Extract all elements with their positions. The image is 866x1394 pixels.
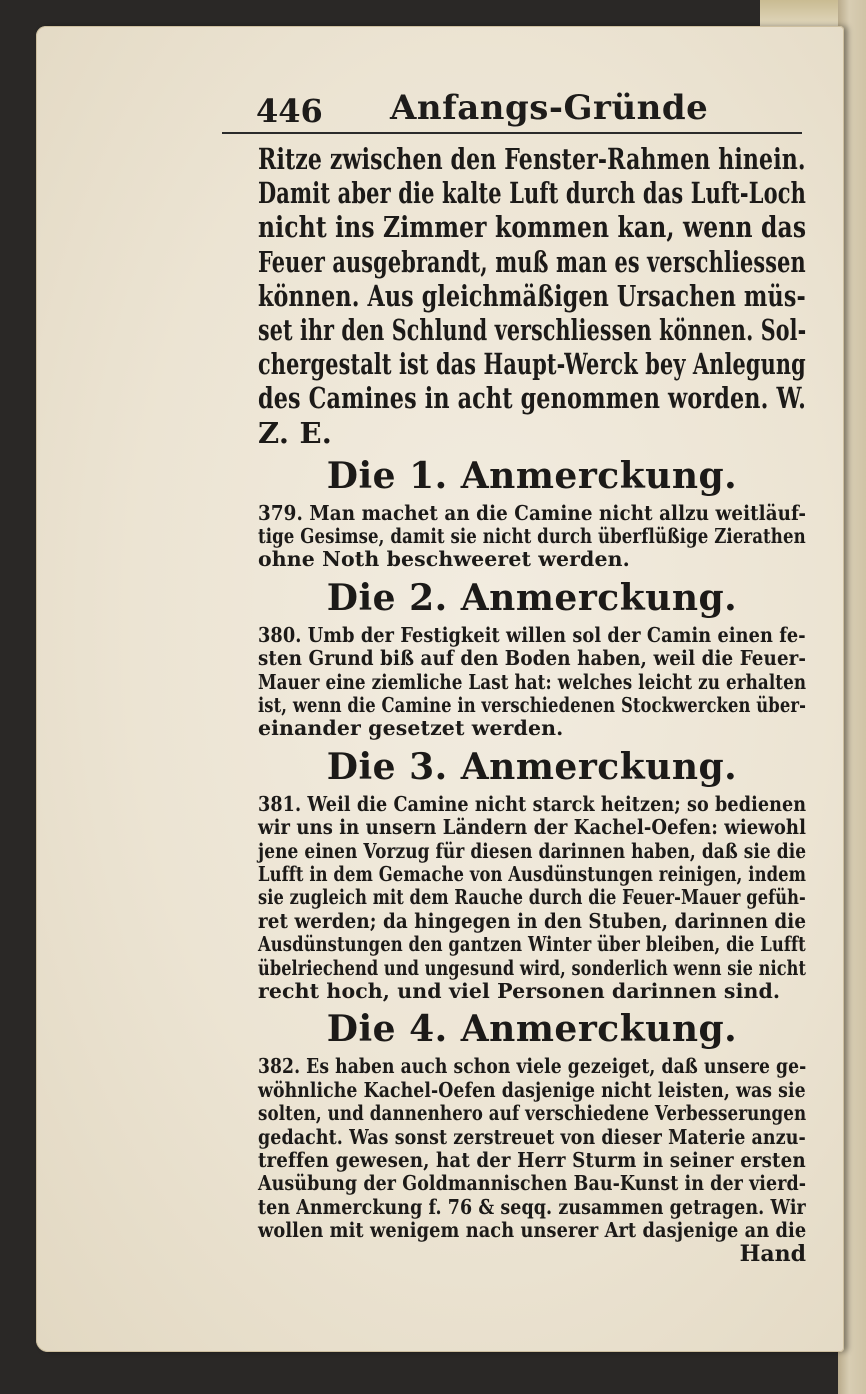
text-line: ret werden; da hingegen in den Stuben, darinnen die (258, 908, 807, 933)
text-line: ist, wenn die Camine in verschiedenen Stockwercken über- (258, 693, 806, 718)
text-line: nicht ins Zimmer kommen kan, wenn das (258, 210, 807, 245)
text-line: recht hoch, und viel Personen darinnen sind. (258, 978, 781, 1003)
text-line: können. Aus gleichmäßigen Ursachen müs- (258, 278, 806, 313)
text-line: chergestalt ist das Haupt-Werck bey Anlegung (258, 347, 806, 382)
text-line: des Camines in acht genommen worden. W. (258, 381, 807, 416)
page-body (258, 142, 806, 1266)
text-line: Mauer eine ziemliche Last hat: welches leicht zu erhalten (258, 669, 807, 694)
text-line: sie zugleich mit dem Rauche durch die Feuer-Mauer gefüh- (258, 885, 806, 910)
text-line: solten, und dannenhero auf verschiedene Verbesserungen (258, 1101, 807, 1126)
text-line: wollen mit wenigem nach unserer Art dasjenige an die (258, 1218, 807, 1243)
text-line: set ihr den Schlund verschliessen können. Sol- (258, 312, 807, 347)
text-line: jene einen Vorzug für diesen darinnen haben, daß sie die (258, 838, 807, 863)
text-line: 380. Umb der Festigkeit willen sol der Camin einen fe- (258, 622, 806, 647)
text-line: Ausübung der Goldmannischen Bau-Kunst in der vierd- (258, 1171, 807, 1196)
text-line: 382. Es haben auch schon viele gezeiget, daß unsere ge- (258, 1054, 807, 1079)
text-line: übelriechend und ungesund wird, sonderlich wenn sie nicht (258, 955, 807, 980)
text-line: gedacht. Was sonst zerstreuet von dieser Materie anzu- (258, 1124, 806, 1149)
text-line: sten Grund biß auf den Boden haben, weil die Feuer- (258, 646, 807, 671)
text-line: Damit aber die kalte Luft durch das Luft-Loch (258, 176, 806, 211)
page-header (222, 78, 802, 134)
catchword: Hand (739, 1241, 806, 1268)
text-line: 379. Man machet an die Camine nicht allzu weitläuf- (258, 500, 807, 525)
text-line: wöhnliche Kachel-Oefen dasjenige nicht leisten, was sie (258, 1077, 806, 1102)
remark-heading: Die 1. Anmerckung. (326, 454, 738, 497)
text-line: tige Gesimse, damit sie nicht durch überflüßige Zierathen (258, 524, 806, 549)
remark-heading: Die 3. Anmerckung. (326, 745, 738, 788)
text-line: treffen gewesen, hat der Herr Sturm in seiner ersten (258, 1147, 806, 1172)
main-paragraph (258, 142, 806, 450)
remark-heading: Die 4. Anmerckung. (326, 1008, 738, 1051)
text-line: ten Anmerckung f. 76 & seqq. zusammen getragen. Wir (258, 1194, 806, 1219)
text-line: wir uns in unsern Ländern der Kachel-Oefen: wiewohl (258, 815, 807, 840)
remark-1 (258, 450, 806, 572)
text-line: Ritze zwischen den Fenster-Rahmen hinein. (258, 142, 806, 176)
text-line: einander gesetzet werden. (258, 716, 564, 741)
remark-2 (258, 572, 806, 741)
text-line: Ausdünstungen den gantzen Winter über bleiben, die Lufft (258, 932, 806, 957)
text-line: Z. E. (258, 415, 333, 450)
page-number: 446 (256, 92, 323, 130)
remark-heading: Die 2. Anmerckung. (326, 576, 738, 619)
remark-4 (258, 1003, 806, 1242)
text-line: 381. Weil die Camine nicht starck heitzen; so bedienen (258, 791, 807, 816)
text-line: ohne Noth beschweeret werden. (258, 547, 630, 572)
text-line: Feuer ausgebrandt, muß man es verschliessen (258, 244, 806, 279)
running-head: Anfangs-Gründe (390, 88, 709, 128)
remark-3 (258, 741, 806, 1004)
text-line: Lufft in dem Gemache von Ausdünstungen reinigen, indem (258, 861, 807, 886)
